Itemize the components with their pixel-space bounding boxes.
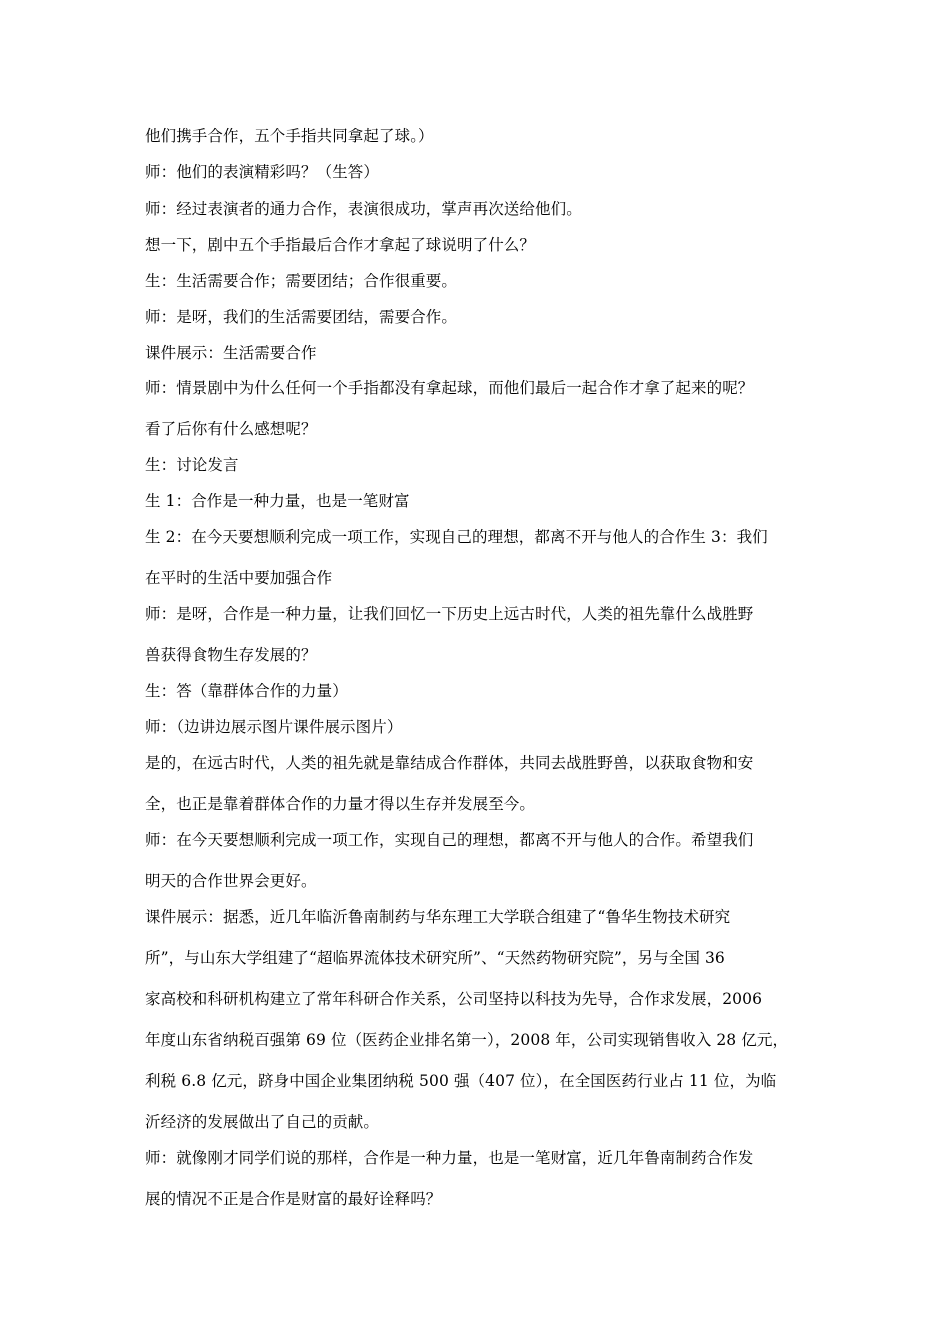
text-line: 所”，与山东大学组建了“超临界流体技术研究所”、“天然药物研究院”，另与全国 36 [145,949,725,967]
text-line: 看了后你有什么感想呢？ [145,420,317,438]
text-line: 师：（边讲边展示图片课件展示图片） [145,718,403,736]
text-line: 全，也正是靠着群体合作的力量才得以生存并发展至今。 [145,795,536,813]
text-line: 明天的合作世界会更好。 [145,872,317,890]
text-line: 展的情况不正是合作是财富的最好诠释吗？ [145,1190,442,1208]
text-line: 生 2：在今天要想顺利完成一项工作，实现自己的理想，都离不开与他人的合作生 3：我们 [145,528,768,546]
text-line: 家高校和科研机构建立了常年科研合作关系，公司坚持以科技为先导，合作求发展，2006 [145,990,763,1008]
text-line: 师：在今天要想顺利完成一项工作，实现自己的理想，都离不开与他人的合作。希望我们 [145,831,754,849]
text-line: 生：生活需要合作；需要团结；合作很重要。 [145,272,458,290]
text-line: 师：经过表演者的通力合作，表演很成功，掌声再次送给他们。 [145,200,582,218]
text-line: 师：情景剧中为什么任何一个手指都没有拿起球，而他们最后一起合作才拿了起来的呢？ [145,379,754,397]
text-line: 师：是呀，我们的生活需要团结，需要合作。 [145,308,458,326]
text-line: 生：答（靠群体合作的力量） [145,682,348,700]
text-line: 在平时的生活中要加强合作 [145,569,333,587]
text-line: 师：是呀，合作是一种力量，让我们回忆一下历史上远古时代，人类的祖先靠什么战胜野 [145,605,754,623]
text-line: 课件展示：生活需要合作 [145,344,317,362]
text-line: 年度山东省纳税百强第 69 位（医药企业排名第一），2008 年，公司实现销售收入 28 亿元， [145,1031,789,1049]
text-line: 生：讨论发言 [145,456,239,474]
text-line: 他们携手合作，五个手指共同拿起了球。） [145,127,434,145]
text-line: 师：就像刚才同学们说的那样，合作是一种力量，也是一笔财富，近几年鲁南制药合作发 [145,1149,754,1167]
text-line: 课件展示：据悉，近几年临沂鲁南制药与华东理工大学联合组建了“鲁华生物技术研究 [145,908,731,926]
text-line: 沂经济的发展做出了自己的贡献。 [145,1113,380,1131]
text-line: 利税 6.8 亿元，跻身中国企业集团纳税 500 强（407 位），在全国医药行业占 11 位，为临 [145,1072,777,1090]
text-line: 生 1：合作是一种力量，也是一笔财富 [145,492,410,510]
text-line: 是的，在远古时代，人类的祖先就是靠结成合作群体，共同去战胜野兽，以获取食物和安 [145,754,754,772]
text-line: 兽获得食物生存发展的？ [145,646,317,664]
text-line: 想一下，剧中五个手指最后合作才拿起了球说明了什么？ [145,236,536,254]
text-line: 师：他们的表演精彩吗？（生答） [145,163,380,181]
